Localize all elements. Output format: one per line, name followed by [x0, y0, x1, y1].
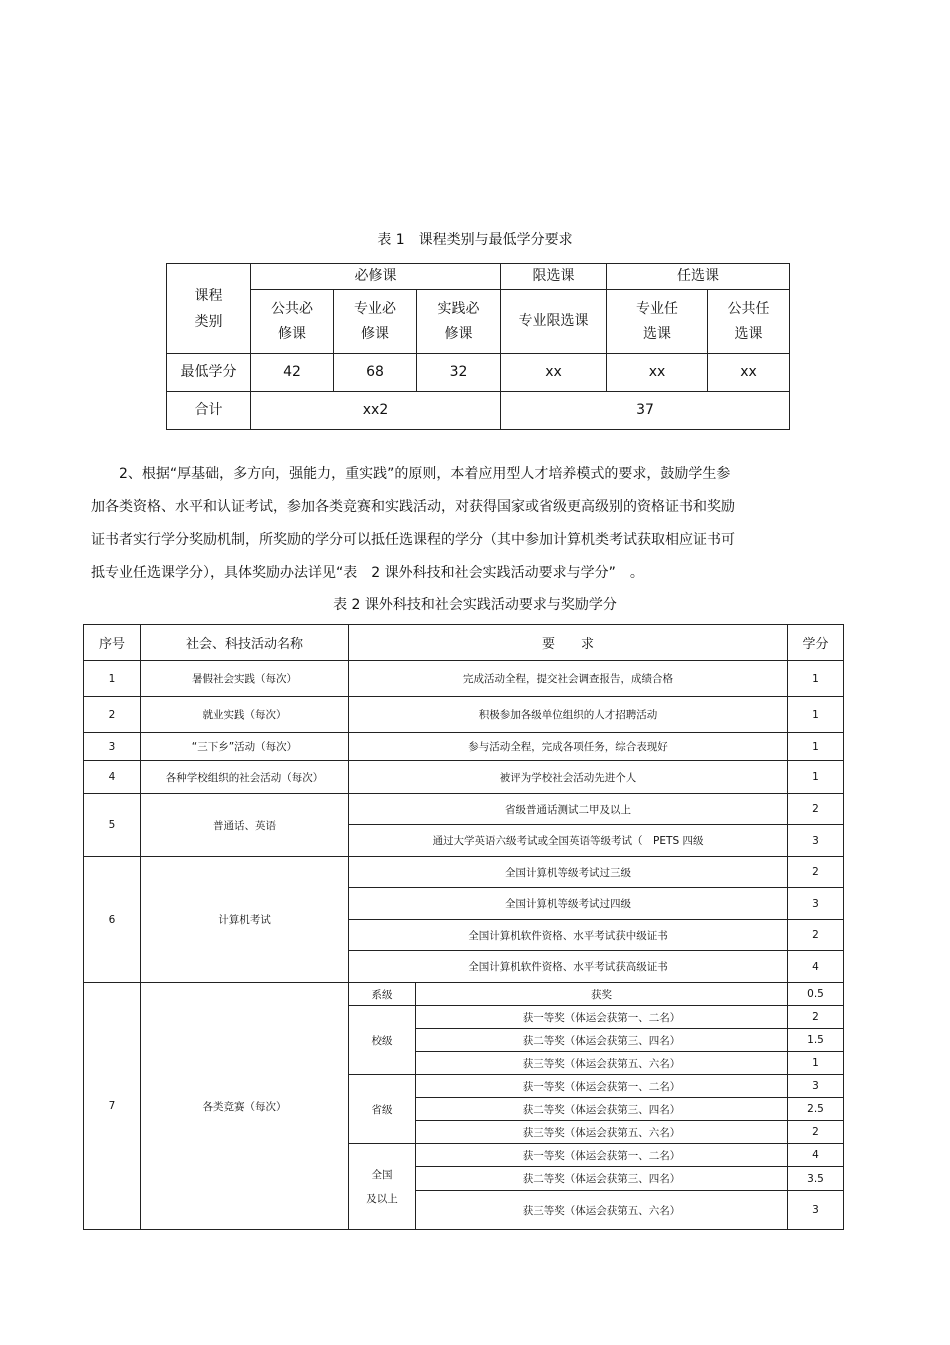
para-line: 抵专业任选课学分），具体奖励办法详见“表 2 课外科技和社会实践活动要求与学分” 。: [91, 565, 644, 581]
row-credit: 1: [788, 1052, 844, 1075]
award: 获二等奖（体运会获第三、四名）: [416, 1167, 788, 1191]
min-credit-value: xx: [501, 354, 607, 392]
row-req: 积极参加各级单位组织的人才招聘活动: [349, 697, 788, 733]
sub-header: 专业限选课: [501, 290, 607, 354]
min-credit-value: xx: [708, 354, 790, 392]
row-req: 全国计算机等级考试过四级: [349, 888, 788, 920]
header-credit: 学分: [788, 625, 844, 661]
row-name: 暑假社会实践（每次）: [141, 661, 349, 697]
row-name: 普通话、英语: [141, 794, 349, 857]
award: 获一等奖（体运会获第一、二名）: [416, 1006, 788, 1029]
row-no: 3: [84, 733, 141, 761]
award: 获三等奖（体运会获第五、六名）: [416, 1191, 788, 1230]
para-line: 2、根据“厚基础，多方向，强能力，重实践”的原则，本着应用型人才培养模式的要求，鼓励学生参: [119, 466, 731, 482]
row-name: 就业实践（每次）: [141, 697, 349, 733]
sub-header: 公共任选课: [708, 290, 790, 354]
row-no: 4: [84, 761, 141, 794]
row-credit: 3.5: [788, 1167, 844, 1191]
row-req: 全国计算机等级考试过三级: [349, 857, 788, 888]
row-req: 通过大学英语六级考试或全国英语等级考试（ PETS 四级: [349, 825, 788, 857]
row-credit: 3: [788, 825, 844, 857]
award: 获三等奖（体运会获第五、六名）: [416, 1052, 788, 1075]
row-credit: 2: [788, 1006, 844, 1029]
min-credit-label: 最低学分: [167, 354, 251, 392]
row-req: 被评为学校社会活动先进个人: [349, 761, 788, 794]
row-name: “三下乡”活动（每次）: [141, 733, 349, 761]
group-limited: 限选课: [501, 264, 607, 290]
award: 获一等奖（体运会获第一、二名）: [416, 1075, 788, 1098]
row-credit: 2: [788, 857, 844, 888]
sub-header: 实践必修课: [417, 290, 501, 354]
award: 获二等奖（体运会获第三、四名）: [416, 1029, 788, 1052]
row-credit: 4: [788, 1144, 844, 1167]
para-line: 证书者实行学分奖励机制，所奖励的学分可以抵任选课程的学分（其中参加计算机类考试获取相应证书可: [91, 532, 735, 548]
row-header-cell: 课程类别: [167, 264, 251, 354]
level-label-line: 及以上: [366, 1192, 398, 1205]
sub-header: 专业必修课: [334, 290, 417, 354]
row-req: 全国计算机软件资格、水平考试获高级证书: [349, 951, 788, 983]
row-name: 各类竞赛（每次）: [141, 983, 349, 1230]
row-credit: 2: [788, 794, 844, 825]
total-value: 37: [501, 392, 790, 430]
row-credit: 1: [788, 761, 844, 794]
level-label: [349, 1144, 416, 1230]
row-credit: 0.5: [788, 983, 844, 1006]
total-label: 合计: [167, 392, 251, 430]
row-no: 2: [84, 697, 141, 733]
row-req: 省级普通话测试二甲及以上: [349, 794, 788, 825]
row-credit: 3: [788, 1075, 844, 1098]
row-credit: 2: [788, 920, 844, 951]
row-no: 1: [84, 661, 141, 697]
body-paragraph: [91, 458, 811, 590]
row-name: 计算机考试: [141, 857, 349, 983]
row-req: 全国计算机软件资格、水平考试获中级证书: [349, 920, 788, 951]
min-credit-value: 32: [417, 354, 501, 392]
row-credit: 1: [788, 661, 844, 697]
award: 获三等奖（体运会获第五、六名）: [416, 1121, 788, 1144]
header-no: 序号: [84, 625, 141, 661]
row-req: 完成活动全程，提交社会调查报告，成绩合格: [349, 661, 788, 697]
row-credit: 1: [788, 697, 844, 733]
award: 获二等奖（体运会获第三、四名）: [416, 1098, 788, 1121]
table1-caption: 表 1 课程类别与最低学分要求: [377, 232, 573, 248]
row-credit: 3: [788, 1191, 844, 1230]
group-required: 必修课: [251, 264, 501, 290]
sub-header: 专业任选课: [607, 290, 708, 354]
level-label: 省级: [349, 1075, 416, 1144]
row-req: 参与活动全程，完成各项任务，综合表现好: [349, 733, 788, 761]
header-name: 社会、科技活动名称: [141, 625, 349, 661]
row-no: 7: [84, 983, 141, 1230]
para-line: 加各类资格、水平和认证考试，参加各类竞赛和实践活动，对获得国家或省级更高级别的资格证书和奖励: [91, 499, 735, 515]
total-value: xx2: [251, 392, 501, 430]
level-header: 系级: [349, 983, 416, 1006]
activity-credit-table: [83, 624, 844, 1230]
course-credit-table: [166, 263, 790, 430]
row-no: 6: [84, 857, 141, 983]
min-credit-value: 42: [251, 354, 334, 392]
row-no: 5: [84, 794, 141, 857]
group-elective: 任选课: [607, 264, 790, 290]
award: 获一等奖（体运会获第一、二名）: [416, 1144, 788, 1167]
row-name: 各种学校组织的社会活动（每次）: [141, 761, 349, 794]
row-credit: 2: [788, 1121, 844, 1144]
row-credit: 2.5: [788, 1098, 844, 1121]
row-credit: 1.5: [788, 1029, 844, 1052]
sub-header: 公共必修课: [251, 290, 334, 354]
row-credit: 1: [788, 733, 844, 761]
award-header: 获奖: [416, 983, 788, 1006]
row-credit: 3: [788, 888, 844, 920]
level-label: 校级: [349, 1006, 416, 1075]
level-label-line: 全国: [371, 1168, 393, 1181]
min-credit-value: xx: [607, 354, 708, 392]
min-credit-value: 68: [334, 354, 417, 392]
row-credit: 4: [788, 951, 844, 983]
header-req: 要 求: [349, 625, 788, 661]
table2-caption: 表 2 课外科技和社会实践活动要求与奖励学分: [333, 597, 617, 613]
